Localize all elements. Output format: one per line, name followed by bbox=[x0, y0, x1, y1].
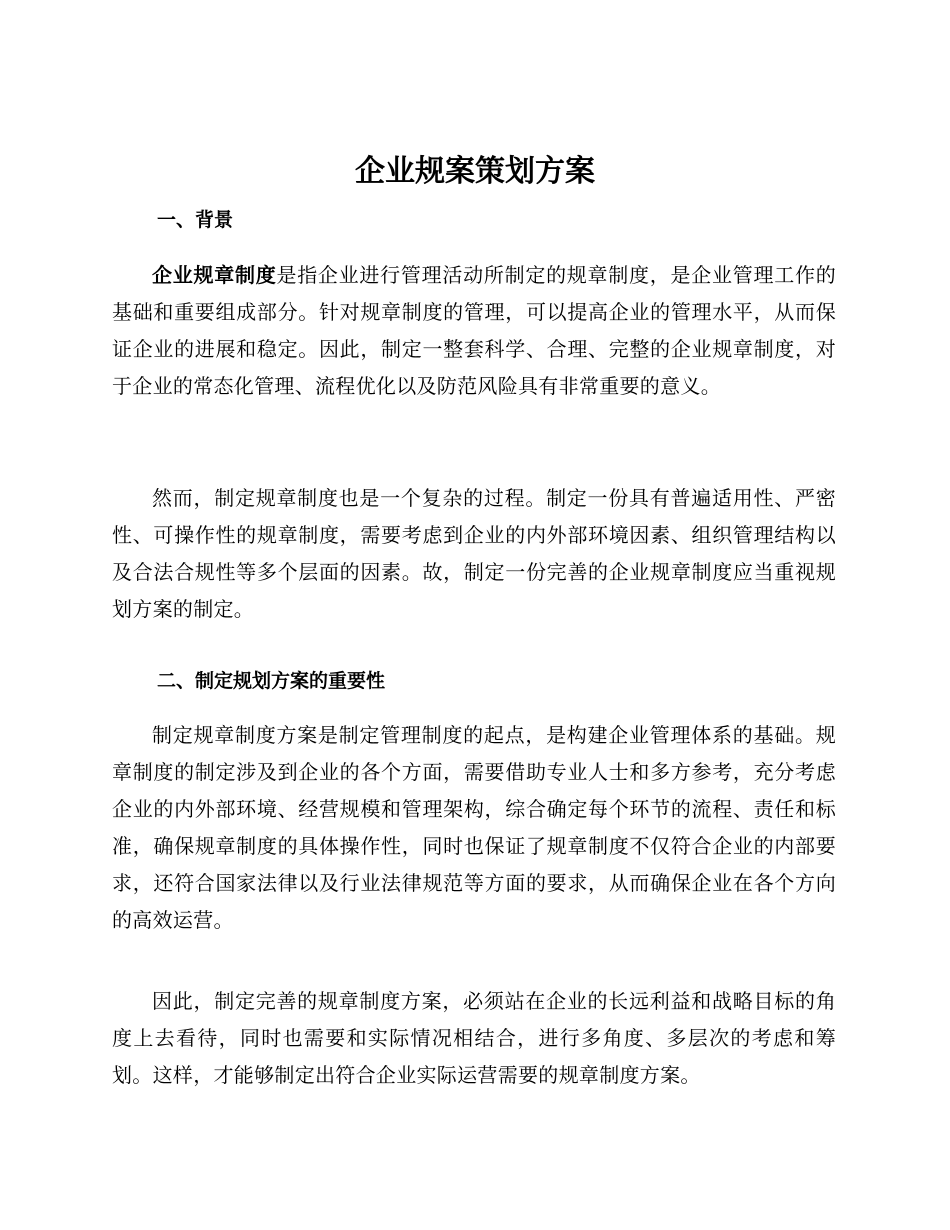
bold-term: 企业规章制度 bbox=[152, 263, 277, 287]
section-heading-importance: 二、制定规划方案的重要性 bbox=[157, 670, 386, 692]
paragraph-importance-2: 因此，制定完善的规章制度方案，必须站在企业的长远利益和战略目标的角度上去看待，同时也需要和实际情况相结合，进行多角度、多层次的考虑和筹划。这样，才能够制定出符合企业实际运营需要的规章制度方案。 bbox=[112, 989, 836, 1087]
section-heading-background: 一、背景 bbox=[157, 209, 234, 231]
paragraph-importance-1: 制定规章制度方案是制定管理制度的起点，是构建企业管理体系的基础。规章制度的制定涉及到企业的各个方面，需要借助专业人士和多方参考，充分考虑企业的内外部环境、经营规模和管理架构，综合确定每个环节的流程、责任和标准，确保规章制度的具体操作性，同时也保证了规章制度不仅符合企业的内部要求，还符合国家法律以及行业法律规范等方面的要求，从而确保企业在各个方向的高效运营。 bbox=[112, 723, 836, 932]
document-title: 企业规案策划方案 bbox=[355, 154, 595, 189]
paragraph-text: 是指企业进行管理活动所制定的规章制度，是企业管理工作的基础和重要组成部分。针对规章制度的管理，可以提高企业的管理水平，从而保证企业的进展和稳定。因此，制定一整套科学、合理、完整的企业规章制度，对于企业的常态化管理、流程优化以及防范风险具有非常重要的意义。 bbox=[112, 263, 836, 398]
paragraph-background-1 bbox=[112, 257, 836, 405]
paragraph-background-2: 然而，制定规章制度也是一个复杂的过程。制定一份具有普遍适用性、严密性、可操作性的规章制度，需要考虑到企业的内外部环境因素、组织管理结构以及合法合规性等多个层面的因素。故，制定一份完善的企业规章制度应当重视规划方案的制定。 bbox=[112, 486, 836, 621]
